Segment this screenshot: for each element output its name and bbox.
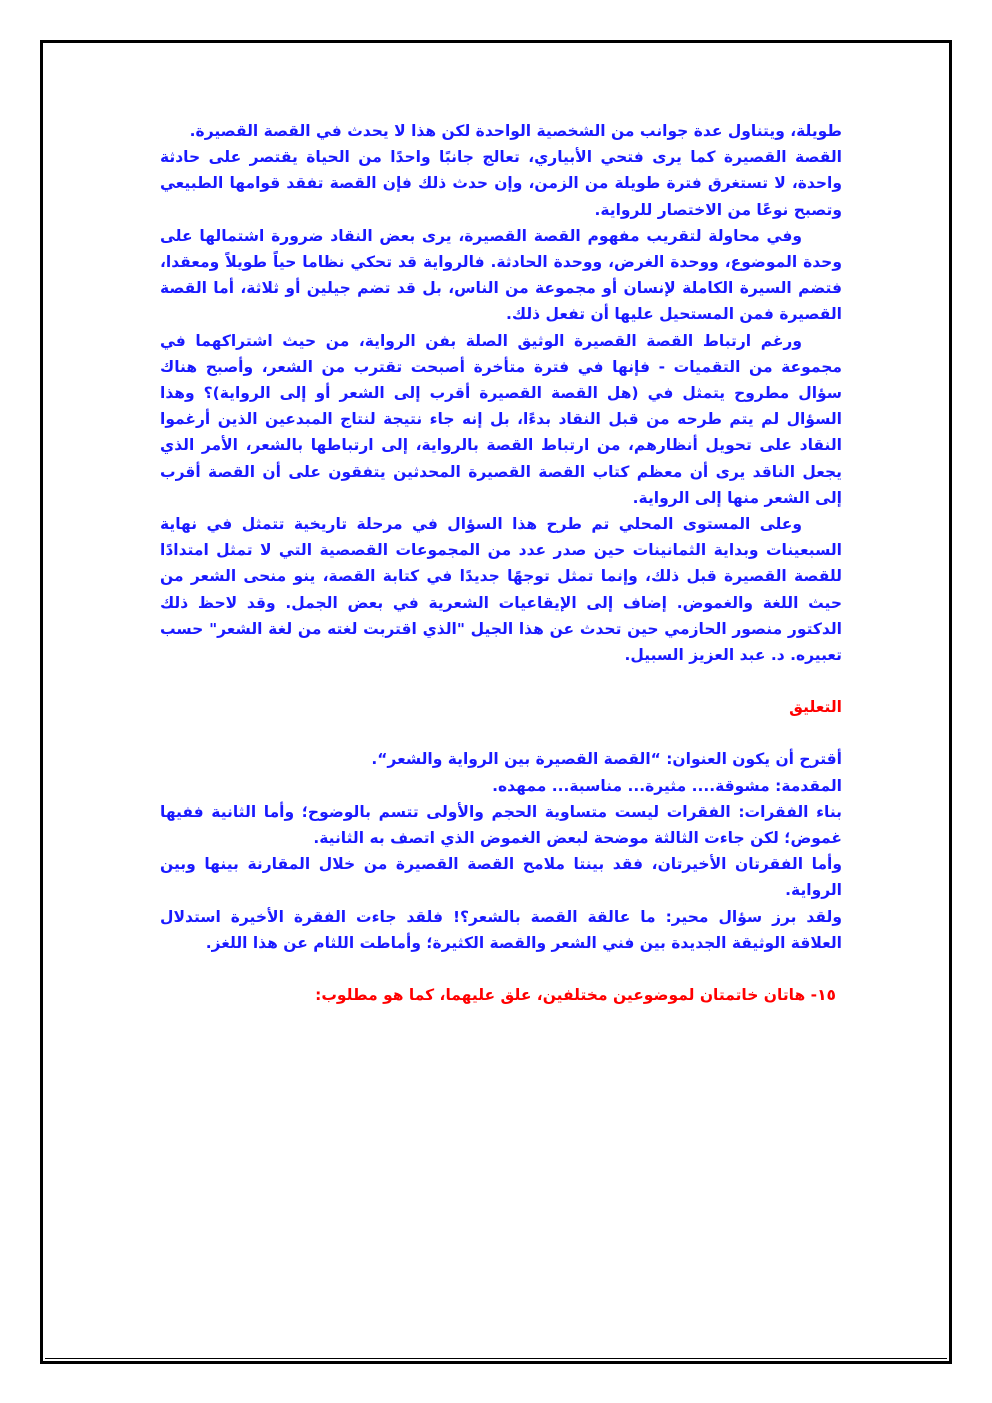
paragraph-unity: وفي محاولة لتقريب مفهوم القصة القصيرة، يرى بعض النقاد ضرورة اشتمالها على وحدة الموضوع، ووحدة الغرض، ووحدة الحادثة. فالرواية قد تحكي نظاما حياً طويلاً ومعقدا، فتضم السيرة الكاملة لإنسان أو مجموعة من الناس، بل قد تضم جيلين أو ثلاثة، أما القصة القصيرة فمن المستحيل عليها أن تفعل ذلك. xyxy=(160,226,842,324)
commentary-title-suggestion: أقترح أن يكون العنوان: “القصة القصيرة بين الرواية والشعر“. xyxy=(371,750,842,769)
document-body xyxy=(160,118,842,1008)
commentary-paragraph-structure: بناء الفقرات: الفقرات ليست متساوية الحجم والأولى تتسم بالوضوح؛ وأما الثانية ففيها غموض؛ لكن جاءت الثالثة موضحة لبعض الغموض الذي اتصف به الثانية. xyxy=(160,802,842,848)
commentary-heading: التعليق xyxy=(789,698,842,717)
paragraph-local-level: وعلى المستوى المحلي تم طرح هذا السؤال في مرحلة تاريخية تتمثل في نهاية السبعينات وبداية الثمانينات حين صدر عدد من المجموعات القصصية التي لا تمثل امتدادًا للقصة القصيرة قبل ذلك، وإنما تمثل توجهًا جديدًا في كتابة القصة، ينو منحى الشعر من حيث اللغة والغموض. إضاف إلى الإيقاعيات الشعرية في بعض الجمل. وقد لاحظ ذلك الدكتور منصور الحازمي حين تحدث عن هذا الجيل "الذي اقتربت لغته من لغة الشعر" حسب تعبيره. د. عبد العزيز السبيل. xyxy=(160,515,842,665)
paragraph-intro: طويلة، ويتناول عدة جوانب من الشخصية الواحدة لكن هذا لا يحدث في القصة القصيرة. xyxy=(189,122,842,140)
commentary-question: ولقد برز سؤال محير: ما عالقة القصة بالشعر؟! فلقد جاءت الفقرة الأخيرة استدلال العلاقة الوثيقة الجديدة بين فني الشعر والقصة الكثيرة؛ وأماطت اللثام عن هذا اللغز. xyxy=(160,907,842,952)
paragraph-poetry-link: ورغم ارتباط القصة القصيرة الوثيق الصلة بفن الرواية، من حيث اشتراكهما في مجموعة من التقميات - فإنها في فترة متأخرة أصبحت تقترب من الشعر، وأصبح هناك سؤال مطروح يتمثل في (هل القصة القصيرة أقرب إلى الشعر أو إلى الرواية)؟ وهذا السؤال لم يتم طرحه من قبل النقاد بدءًا، بل إنه جاء نتيجة لنتاج المبدعين الذين أرغموا النقاد على تحويل أنظارهم، من ارتباط القصة بالرواية، إلى ارتباطها بالشعر، الأمر الذي يجعل الناقد يرى أن معظم كتاب القصة القصيرة المحدثين يتفقون على أن القصة أقرب إلى الشعر منها إلى الرواية. xyxy=(160,331,842,507)
paragraph-definition: القصة القصيرة كما يرى فتحي الأبياري، تعالج جانبًا واحدًا من الحياة يقتصر على حادثة واحدة، لا تستغرق فترة طويلة من الزمن، وإن حدث ذلك فإن القصة تفقد قوامها الطبيعي وتصبح نوعًا من الاختصار للرواية. xyxy=(160,148,842,219)
exercise-question: ١٥- هاتان خاتمتان لموضوعين مختلفين، علق عليهما، كما هو مطلوب: xyxy=(315,986,836,1005)
commentary-introduction: المقدمة: مشوقة.... مثيرة... مناسبة... ممهده. xyxy=(492,776,842,795)
commentary-last-paragraphs: وأما الفقرتان الأخيرتان، فقد بينتا ملامح القصة القصيرة من خلال المقارنة بينها وبين الرواية. xyxy=(160,855,842,900)
